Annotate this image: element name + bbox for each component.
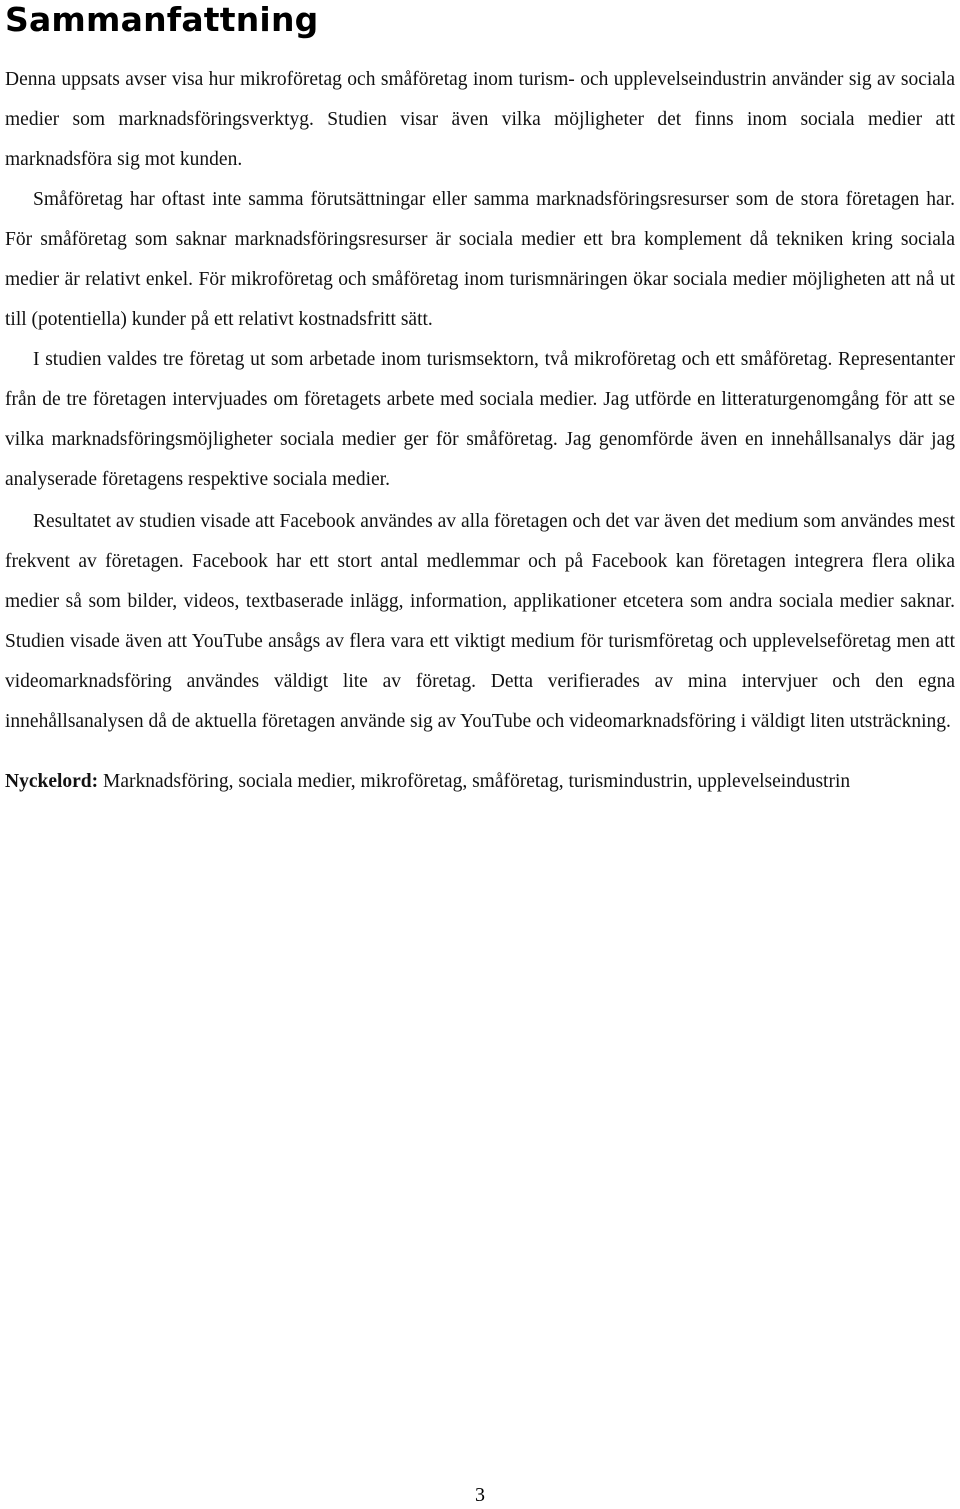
keywords-label: Nyckelord:	[5, 771, 99, 792]
paragraph-results: Resultatet av studien visade att Facebook användes av alla företagen och det var även det medium som användes mest frekvent av företagen. Facebook har ett stort antal medlemmar och på Facebook kan företagen integrera flera olika medier så som bilder, videos, textbaserade inlägg, information, applikationer etcetera som andra sociala medier saknar. Studien visade även att YouTube ansågs av flera vara ett viktigt medium för turismföretag och upplevelseföretag men att videomarknadsföring användes väldigt lite av företag. Detta verifierades av mina intervjuer och den egna innehållsanalysen då de aktuella företagen använde sig av YouTube och videomarknadsföring i väldigt liten utsträckning.	[5, 511, 955, 732]
page-title: Sammanfattning	[5, 0, 319, 39]
page-number: 3	[475, 1484, 485, 1506]
keywords-text: Marknadsföring, sociala medier, mikroföretag, småföretag, turismindustrin, upplevelseindustrin	[103, 771, 851, 792]
paragraph-method: I studien valdes tre företag ut som arbetade inom turismsektorn, två mikroföretag och ett småföretag. Representanter från de tre företagen intervjuades om företagets arbete med sociala medier. Jag utförde en litteraturgenomgång för att se vilka marknadsföringsmöjligheter sociala medier ger för småföretag. Jag genomförde även en innehållsanalys där jag analyserade företagens respektive sociala medier.	[5, 349, 955, 490]
paragraph-intro: Denna uppsats avser visa hur mikroföretag och småföretag inom turism- och upplevelseindustrin använder sig av sociala medier som marknadsföringsverktyg. Studien visar även vilka möjligheter det finns inom sociala medier att marknadsföra sig mot kunden.	[5, 69, 955, 170]
paragraph-small-business: Småföretag har oftast inte samma förutsättningar eller samma marknadsföringsresurser som de stora företagen har. För småföretag som saknar marknadsföringsresurser är sociala medier ett bra komplement då tekniken kring sociala medier är relativt enkel. För mikroföretag och småföretag inom turismnäringen ökar sociala medier möjligheten att nå ut till (potentiella) kunder på ett relativt kostnadsfritt sätt.	[5, 189, 955, 330]
document-page	[5, 0, 955, 802]
keywords-line	[5, 762, 955, 802]
